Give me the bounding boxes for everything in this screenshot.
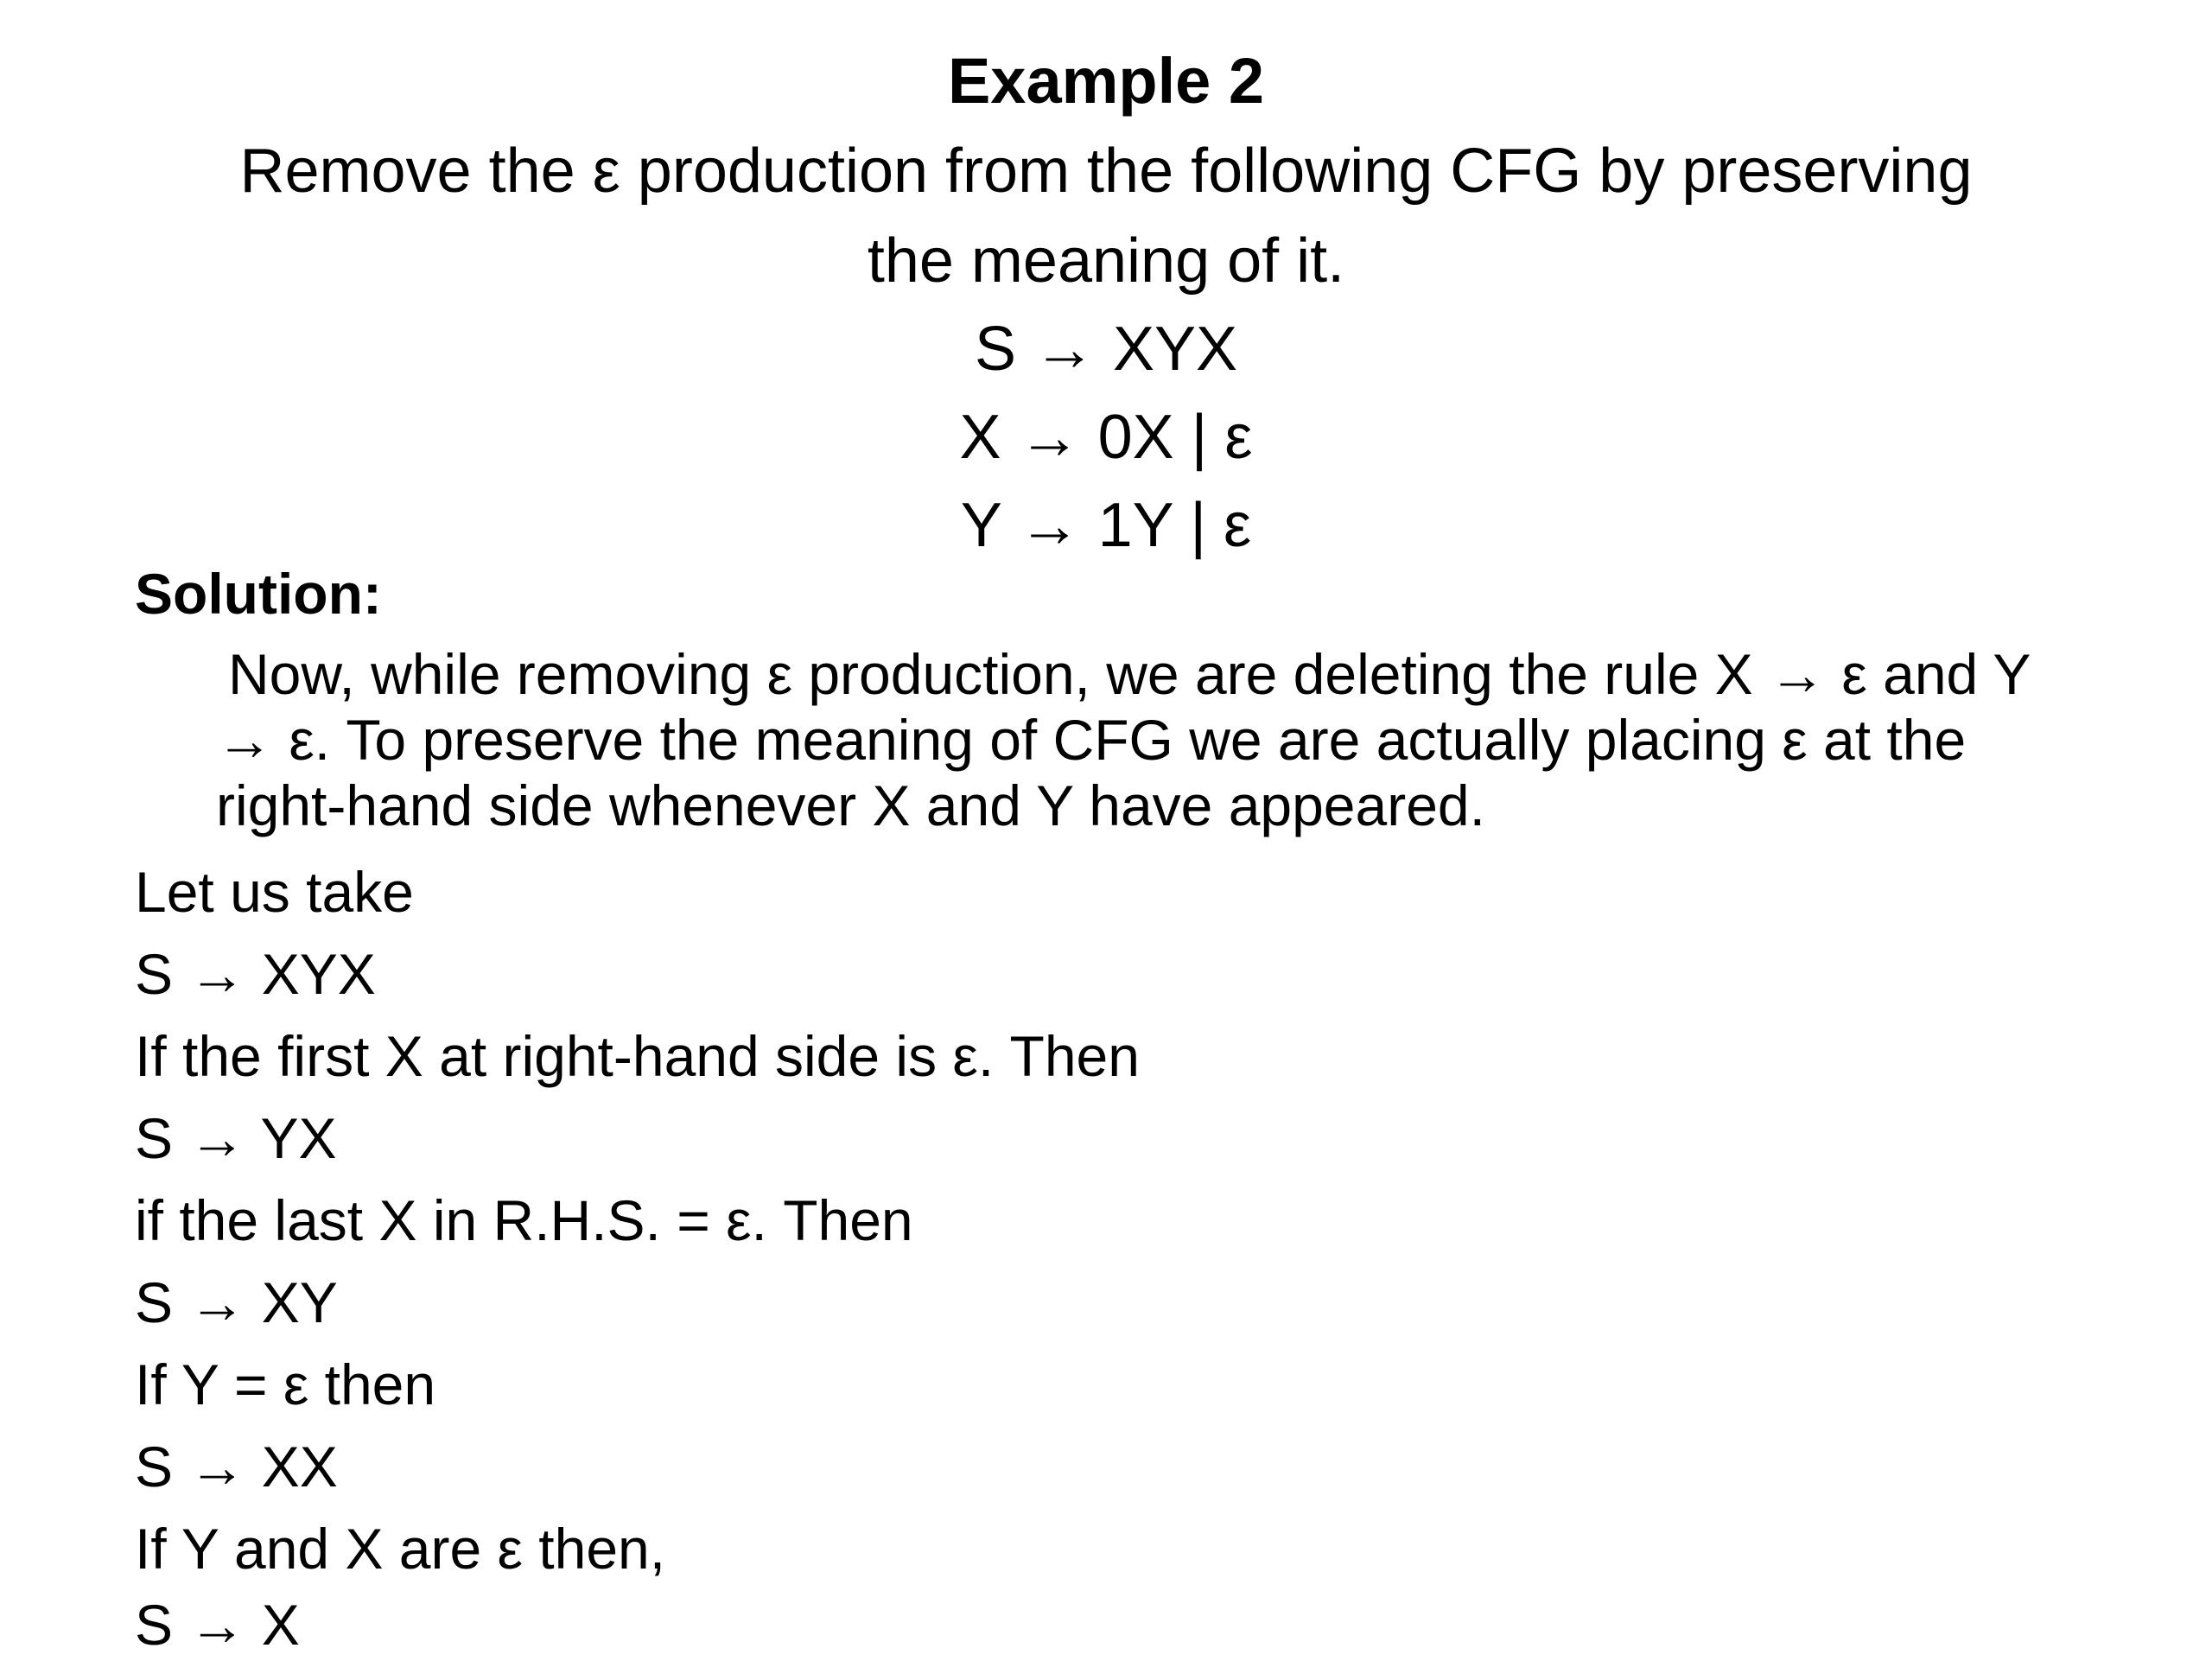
intro-line-1: Remove the ε production from the following CFG by preserving xyxy=(239,137,1973,206)
solution-paragraph: Now, while removing ε production, we are deleting the rule X → ε and Y → ε. To preserve the meaning of CFG we are actually placing ε at the right-hand side whenever X and Y have appeared. xyxy=(216,642,2031,837)
step-line: S → X xyxy=(135,1593,300,1657)
slide-title: Example 2 xyxy=(947,45,1265,117)
step-line: If Y and X are ε then, xyxy=(135,1517,666,1581)
step-line: If the first X at right-hand side is ε. Then xyxy=(135,1024,1140,1088)
step-line: if the last X in R.H.S. = ε. Then xyxy=(135,1188,913,1252)
grammar-rule-s: S → XYX xyxy=(974,315,1238,384)
step-line: S → YX xyxy=(135,1106,337,1170)
step-line: S → XYX xyxy=(135,942,376,1006)
grammar-rule-x: X → 0X | ε xyxy=(959,403,1253,472)
grammar-rule-y: Y → 1Y | ε xyxy=(960,491,1252,560)
step-line: S → XX xyxy=(135,1435,338,1499)
step-line: S → XY xyxy=(135,1270,338,1334)
step-line: Let us take xyxy=(135,860,414,924)
step-line: If Y = ε then xyxy=(135,1352,436,1416)
solution-label: Solution: xyxy=(135,562,382,626)
intro-line-2: the meaning of it. xyxy=(867,226,1345,296)
